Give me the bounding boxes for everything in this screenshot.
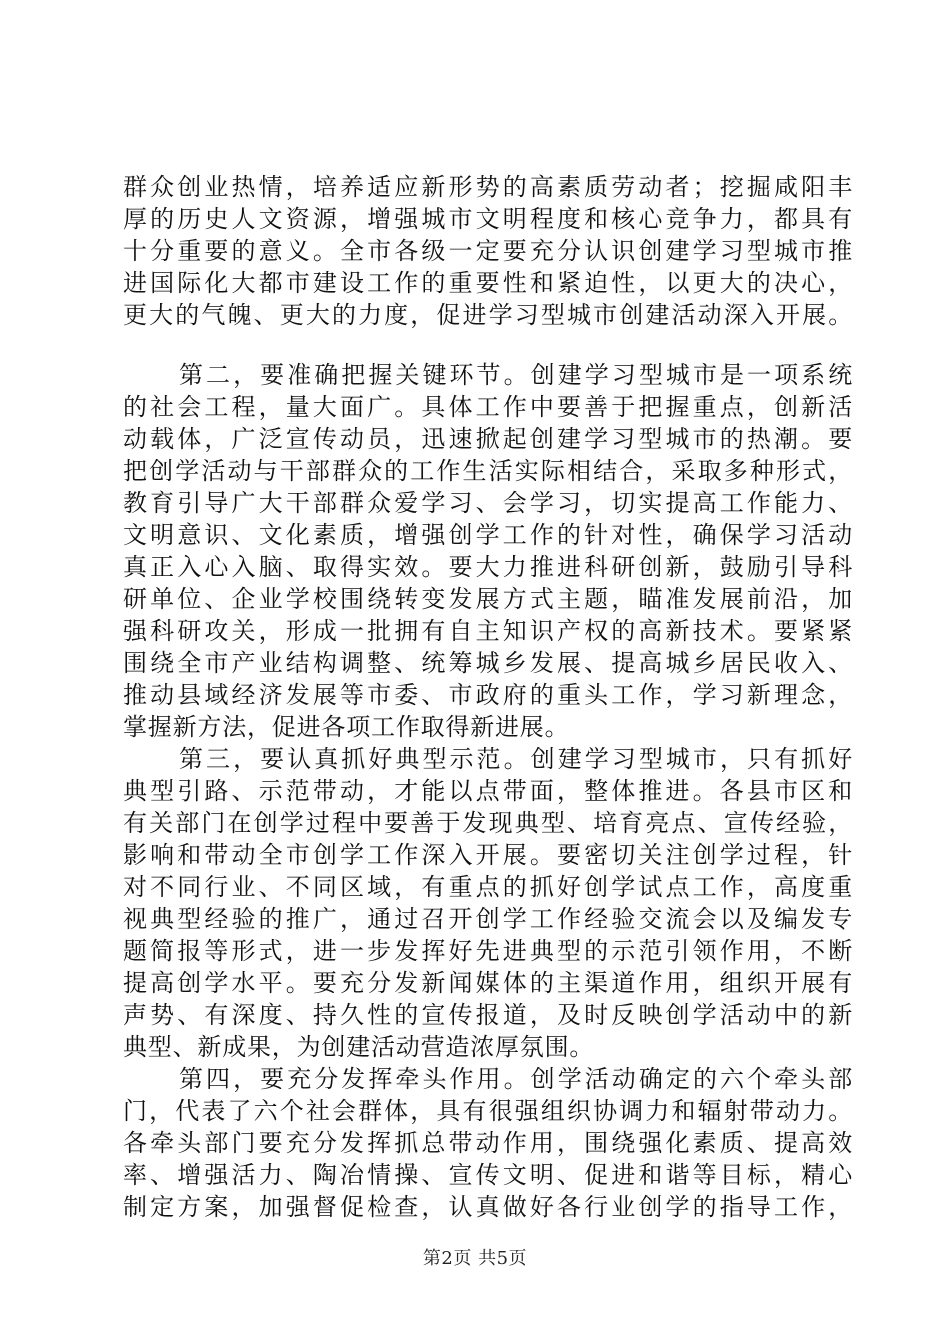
text-line: 提高创学水平。要充分发新闻媒体的主渠道作用，组织开展有 — [123, 969, 853, 997]
text-line: 进国际化大都市建设工作的重要性和紧迫性，以更大的决心， — [123, 269, 853, 297]
text-line: 典型、新成果，为创建活动营造浓厚氛围。 — [123, 1033, 595, 1061]
text-line: 题简报等形式，进一步发挥好先进典型的示范引领作用，不断 — [123, 937, 853, 965]
paragraph-second-first-line: 第二，要准确把握关键环节。创建学习型城市是一项系统 — [179, 361, 853, 389]
text-line: 门，代表了六个社会群体，具有很强组织协调力和辐射带动力。 — [123, 1097, 853, 1125]
text-line: 研单位、企业学校围绕转变发展方式主题，瞄准发展前沿，加 — [123, 585, 853, 613]
text-line: 各牵头部门要充分发挥抓总带动作用，围绕强化素质、提高效 — [123, 1129, 853, 1157]
text-line: 推动县域经济发展等市委、市政府的重头工作，学习新理念， — [123, 681, 853, 709]
text-line: 的社会工程，量大面广。具体工作中要善于把握重点，创新活 — [123, 393, 853, 421]
text-line: 群众创业热情，培养适应新形势的高素质劳动者；挖掘咸阳丰 — [123, 173, 853, 201]
text-line: 强科研攻关，形成一批拥有自主知识产权的高新技术。要紧紧 — [123, 617, 853, 645]
text-line: 真正入心入脑、取得实效。要大力推进科研创新，鼓励引导科 — [123, 553, 853, 581]
text-line: 文明意识、文化素质，增强创学工作的针对性，确保学习活动 — [123, 521, 853, 549]
text-line: 动载体，广泛宣传动员，迅速掀起创建学习型城市的热潮。要 — [123, 425, 853, 453]
text-line: 制定方案，加强督促检查，认真做好各行业创学的指导工作， — [123, 1193, 853, 1221]
paragraph-fourth-first-line: 第四，要充分发挥牵头作用。创学活动确定的六个牵头部 — [179, 1065, 853, 1093]
text-line: 影响和带动全市创学工作深入开展。要密切关注创学过程，针 — [123, 841, 853, 869]
text-line: 对不同行业、不同区域，有重点的抓好创学试点工作，高度重 — [123, 873, 853, 901]
text-line: 围绕全市产业结构调整、统筹城乡发展、提高城乡居民收入、 — [123, 649, 853, 677]
text-line: 把创学活动与干部群众的工作生活实际相结合，采取多种形式， — [123, 457, 853, 485]
paragraph-continuation — [123, 171, 853, 331]
text-line: 典型引路、示范带动，才能以点带面，整体推进。各县市区和 — [123, 777, 853, 805]
text-line: 有关部门在创学过程中要善于发现典型、培育亮点、宣传经验， — [123, 809, 853, 837]
text-line: 掌握新方法，促进各项工作取得新进展。 — [123, 713, 570, 741]
text-line: 视典型经验的推广，通过召开创学工作经验交流会以及编发专 — [123, 905, 853, 933]
text-line: 声势、有深度、持久性的宣传报道，及时反映创学活动中的新 — [123, 1001, 853, 1029]
body-paragraphs — [123, 359, 853, 1223]
text-line: 更大的气魄、更大的力度，促进学习型城市创建活动深入开展。 — [123, 301, 853, 329]
text-line: 厚的历史人文资源，增强城市文明程度和核心竞争力，都具有 — [123, 205, 853, 233]
paragraph-third-first-line: 第三，要认真抓好典型示范。创建学习型城市，只有抓好 — [179, 745, 853, 773]
text-line: 教育引导广大干部群众爱学习、会学习，切实提高工作能力、 — [123, 489, 853, 517]
text-line: 率、增强活力、陶冶情操、宣传文明、促进和谐等目标，精心 — [123, 1161, 853, 1189]
text-line: 十分重要的意义。全市各级一定要充分认识创建学习型城市推 — [123, 237, 853, 265]
page-number-footer: 第2页 共5页 — [422, 1248, 528, 1269]
